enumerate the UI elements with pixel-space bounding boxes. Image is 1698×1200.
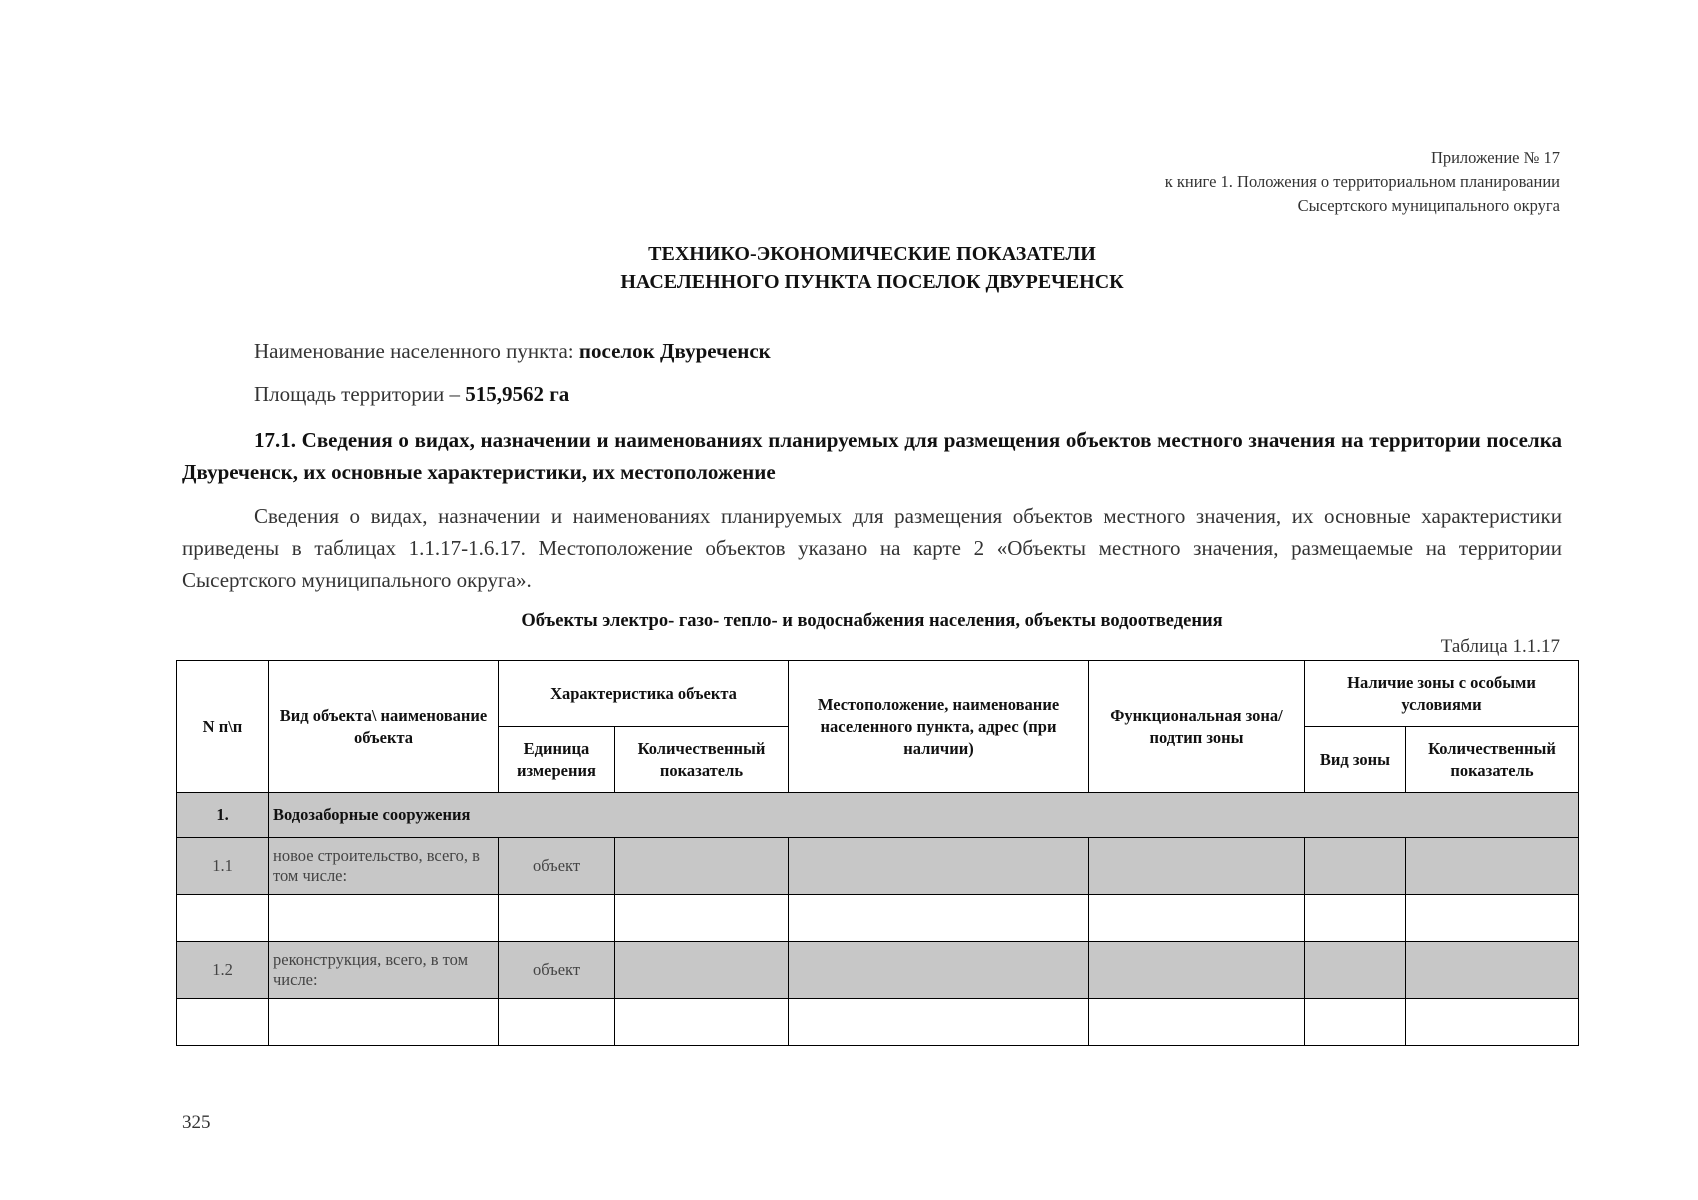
row-quantity (615, 838, 789, 895)
document-title-line-2: НАСЕЛЕННОГО ПУНКТА ПОСЕЛОК ДВУРЕЧЕНСК (620, 271, 1124, 293)
settlement-name-paragraph (182, 335, 1562, 367)
row-zone-quantity (1406, 942, 1579, 999)
facilities-table (176, 660, 1579, 1046)
settlement-name-value: поселок Двуреченск (578, 339, 771, 363)
section-num: 1. (177, 793, 269, 838)
appendix-line-1: Приложение № 17 (1430, 148, 1560, 167)
table-row-empty (177, 999, 1579, 1046)
row-functional-zone (1089, 942, 1305, 999)
table-number: Таблица 1.1.17 (1440, 636, 1560, 657)
header-quantity: Количественный показатель (615, 727, 789, 793)
row-unit: объект (499, 838, 615, 895)
settlement-area-value: 515,9562 га (465, 382, 570, 406)
row-quantity (615, 942, 789, 999)
row-unit: объект (499, 942, 615, 999)
appendix-note (860, 146, 1560, 218)
appendix-line-2: к книге 1. Положения о территориальном планировании (1164, 172, 1560, 191)
settlement-area-paragraph (182, 378, 1562, 410)
header-functional-zone: Функциональная зона/ подтип зоны (1089, 661, 1305, 793)
table-section-row (177, 793, 1579, 838)
table-row (177, 838, 1579, 895)
document-title (0, 240, 1698, 296)
header-zone-quantity: Количественный показатель (1406, 727, 1579, 793)
settlement-area-label: Площадь территории – (254, 382, 466, 406)
row-location (789, 838, 1089, 895)
header-unit: Единица измерения (499, 727, 615, 793)
section-description: Сведения о видах, назначении и наименованиях планируемых для размещения объектов местного значения, их основные характеристики приведены в таблицах 1.1.17-1.6.17. Местоположение объектов указано на карте 2 «Объекты местного значения, размещаемые на территории Сысертского муниципального округа». (182, 504, 1562, 592)
page-number: 325 (182, 1112, 211, 1133)
row-object-name: новое строительство, всего, в том числе: (269, 838, 499, 895)
header-object-type: Вид объекта\ наименование объекта (269, 661, 499, 793)
table-row (177, 942, 1579, 999)
row-zone-quantity (1406, 838, 1579, 895)
row-num: 1.2 (177, 942, 269, 999)
row-object-name: реконструкция, всего, в том числе: (269, 942, 499, 999)
section-title: Водозаборные сооружения (269, 793, 1579, 838)
table-row-empty (177, 895, 1579, 942)
settlement-name-label: Наименование населенного пункта: (254, 339, 579, 363)
section-heading: 17.1. Сведения о видах, назначении и наименованиях планируемых для размещения объектов местного значения на территории поселка Двуреченск, их основные характеристики, их местоположение (182, 428, 1562, 484)
row-zone-type (1305, 838, 1406, 895)
table-header-row-1 (177, 661, 1579, 727)
header-location: Местоположение, наименование населенного пункта, адрес (при наличии) (789, 661, 1089, 793)
row-num: 1.1 (177, 838, 269, 895)
header-num: N п\п (177, 661, 269, 793)
appendix-line-3: Сысертского муниципального округа (1297, 196, 1560, 215)
header-special-zone: Наличие зоны с особыми условиями (1305, 661, 1579, 727)
row-functional-zone (1089, 838, 1305, 895)
table-caption: Объекты электро- газо- тепло- и водоснабжения населения, объекты водоотведения (521, 611, 1223, 631)
row-location (789, 942, 1089, 999)
header-zone-type: Вид зоны (1305, 727, 1406, 793)
document-title-line-1: ТЕХНИКО-ЭКОНОМИЧЕСКИЕ ПОКАЗАТЕЛИ (648, 243, 1096, 265)
row-zone-type (1305, 942, 1406, 999)
header-characteristic: Характеристика объекта (499, 661, 789, 727)
